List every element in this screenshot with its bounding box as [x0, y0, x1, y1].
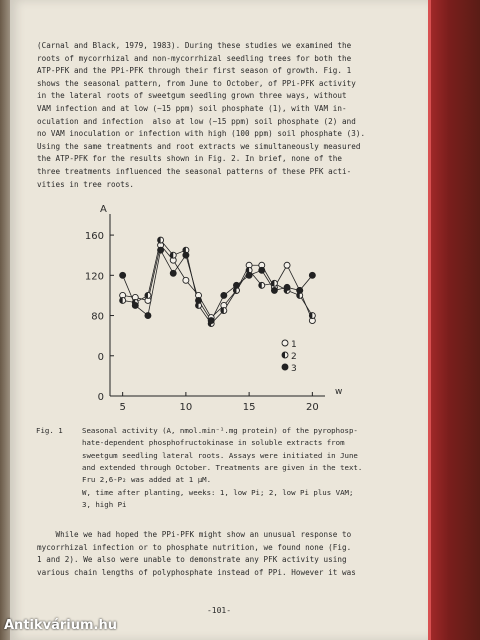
legend-label-2: 2 [291, 352, 297, 362]
series-2-point [170, 252, 176, 258]
series-3-point [158, 247, 164, 253]
series-3-point [246, 272, 252, 278]
series-3-point [271, 287, 277, 293]
legend-marker-1 [282, 340, 288, 346]
series-3-point [132, 302, 138, 308]
text-line: three treatments influenced the seasonal patterns of these PFK acti- [37, 167, 352, 176]
series-1-point [183, 277, 189, 283]
y-tick-label: 80 [91, 311, 104, 323]
figure-1-chart [80, 200, 380, 414]
watermark: Antikvárium.hu [4, 618, 117, 633]
x-tick-label: 10 [179, 402, 193, 413]
book-cover [428, 0, 480, 640]
series-3-point [145, 313, 151, 319]
series-2-point [145, 292, 151, 298]
text-line: W, time after planting, weeks: 1, low Pi; 2, low Pi plus VAM; [82, 487, 354, 497]
series-3-point [170, 270, 176, 276]
series-2-point [158, 237, 164, 243]
text-line: oculation and infection also at low (~15 ppm) soil phosphate (2) and [37, 116, 356, 126]
text-line: Fru 2,6-P₂ was added at 1 μM. [82, 475, 212, 485]
x-tick-label: 5 [119, 402, 126, 413]
series-3-point [120, 272, 126, 278]
text-line: hate-dependent phosphofructokinase in soluble extracts from [82, 438, 345, 448]
text-line: (Carnal and Black, 1979, 1983). During these studies we examined the [37, 41, 352, 50]
series-3-point [221, 292, 227, 298]
x-axis-label: w [335, 387, 343, 397]
text-line: While we had hoped the PPi-PFK might show an unusual response to [37, 530, 352, 539]
y-origin-label: 0 [97, 392, 104, 403]
series-3-point [233, 282, 239, 288]
text-line: sweetgum seedling lateral roots. Assays were initiated in June [82, 450, 358, 460]
series-3-point [259, 267, 265, 273]
text-line: mycorrhizal infection or to phosphate nutrition, we found none (Fig. [37, 542, 352, 552]
legend-marker-3 [282, 364, 288, 370]
legend-label-3: 3 [291, 364, 297, 374]
text-line: vities in tree roots. [37, 179, 135, 189]
book-page [10, 0, 428, 640]
y-tick-label: 0 [97, 351, 104, 363]
series-2-point [309, 313, 315, 319]
series-2-point [221, 308, 227, 314]
text-line: Using the same treatments and root extracts we simultaneously measured [37, 141, 361, 151]
page-number: -101- [206, 606, 232, 615]
chart-legend [282, 340, 297, 374]
legend-label-1: 1 [291, 340, 297, 350]
series-3-point [284, 284, 290, 290]
text-line: roots of mycorrhizal and non-mycorrhizal seedling trees for both the [37, 53, 352, 63]
y-tick-label: 160 [84, 231, 104, 243]
x-tick-label: 20 [305, 402, 319, 413]
y-tick-label: 120 [84, 271, 104, 283]
figure-caption-label: Fig. 1 [36, 426, 63, 435]
text-line: and extended through October. Treatments are given in the text. [82, 462, 363, 472]
series-3-point [196, 297, 202, 303]
y-axis-label: A [100, 204, 107, 215]
text-line: Seasonal activity (A, nmol.min⁻¹.mg protein) of the pyrophosp- [82, 426, 358, 435]
series-2-point [271, 280, 277, 286]
text-line: ATP-PFK and the PPi-PFK through their first season of growth. Fig. 1 [37, 66, 352, 76]
text-line: 3, high Pi [82, 499, 127, 509]
series-3-point [297, 287, 303, 293]
text-line: no VAM inoculation or infection with high (100 ppm) soil phosphate (3). [37, 129, 366, 139]
series-2-point [120, 297, 126, 303]
series-3-point [208, 318, 214, 324]
text-line: 1 and 2). We also were unable to demonstrate any PFK activity using [37, 555, 347, 565]
series-1-point [284, 262, 290, 268]
text-line: in the lateral roots of sweetgum seedling grown three ways, without [37, 91, 347, 101]
x-tick-label: 15 [242, 402, 256, 413]
legend-marker-2 [282, 352, 288, 358]
chart-series [120, 237, 316, 326]
series-2-point [259, 282, 265, 288]
series-3-point [183, 252, 189, 258]
text-line: various chain lengths of polyphosphate instead of PPi. However it was [37, 568, 356, 578]
text-line: shows the seasonal pattern, from June to October, of PPi-PFK activity [37, 78, 356, 88]
chart-axes [85, 204, 342, 413]
text-line: VAM infection and at low (~15 ppm) soil phosphate (1), with VAM in- [37, 104, 347, 113]
series-3-point [309, 272, 315, 278]
text-line: the ATP-PFK for the results shown in Fig. 2. In brief, none of the [37, 154, 343, 164]
cover-edge [428, 0, 431, 640]
